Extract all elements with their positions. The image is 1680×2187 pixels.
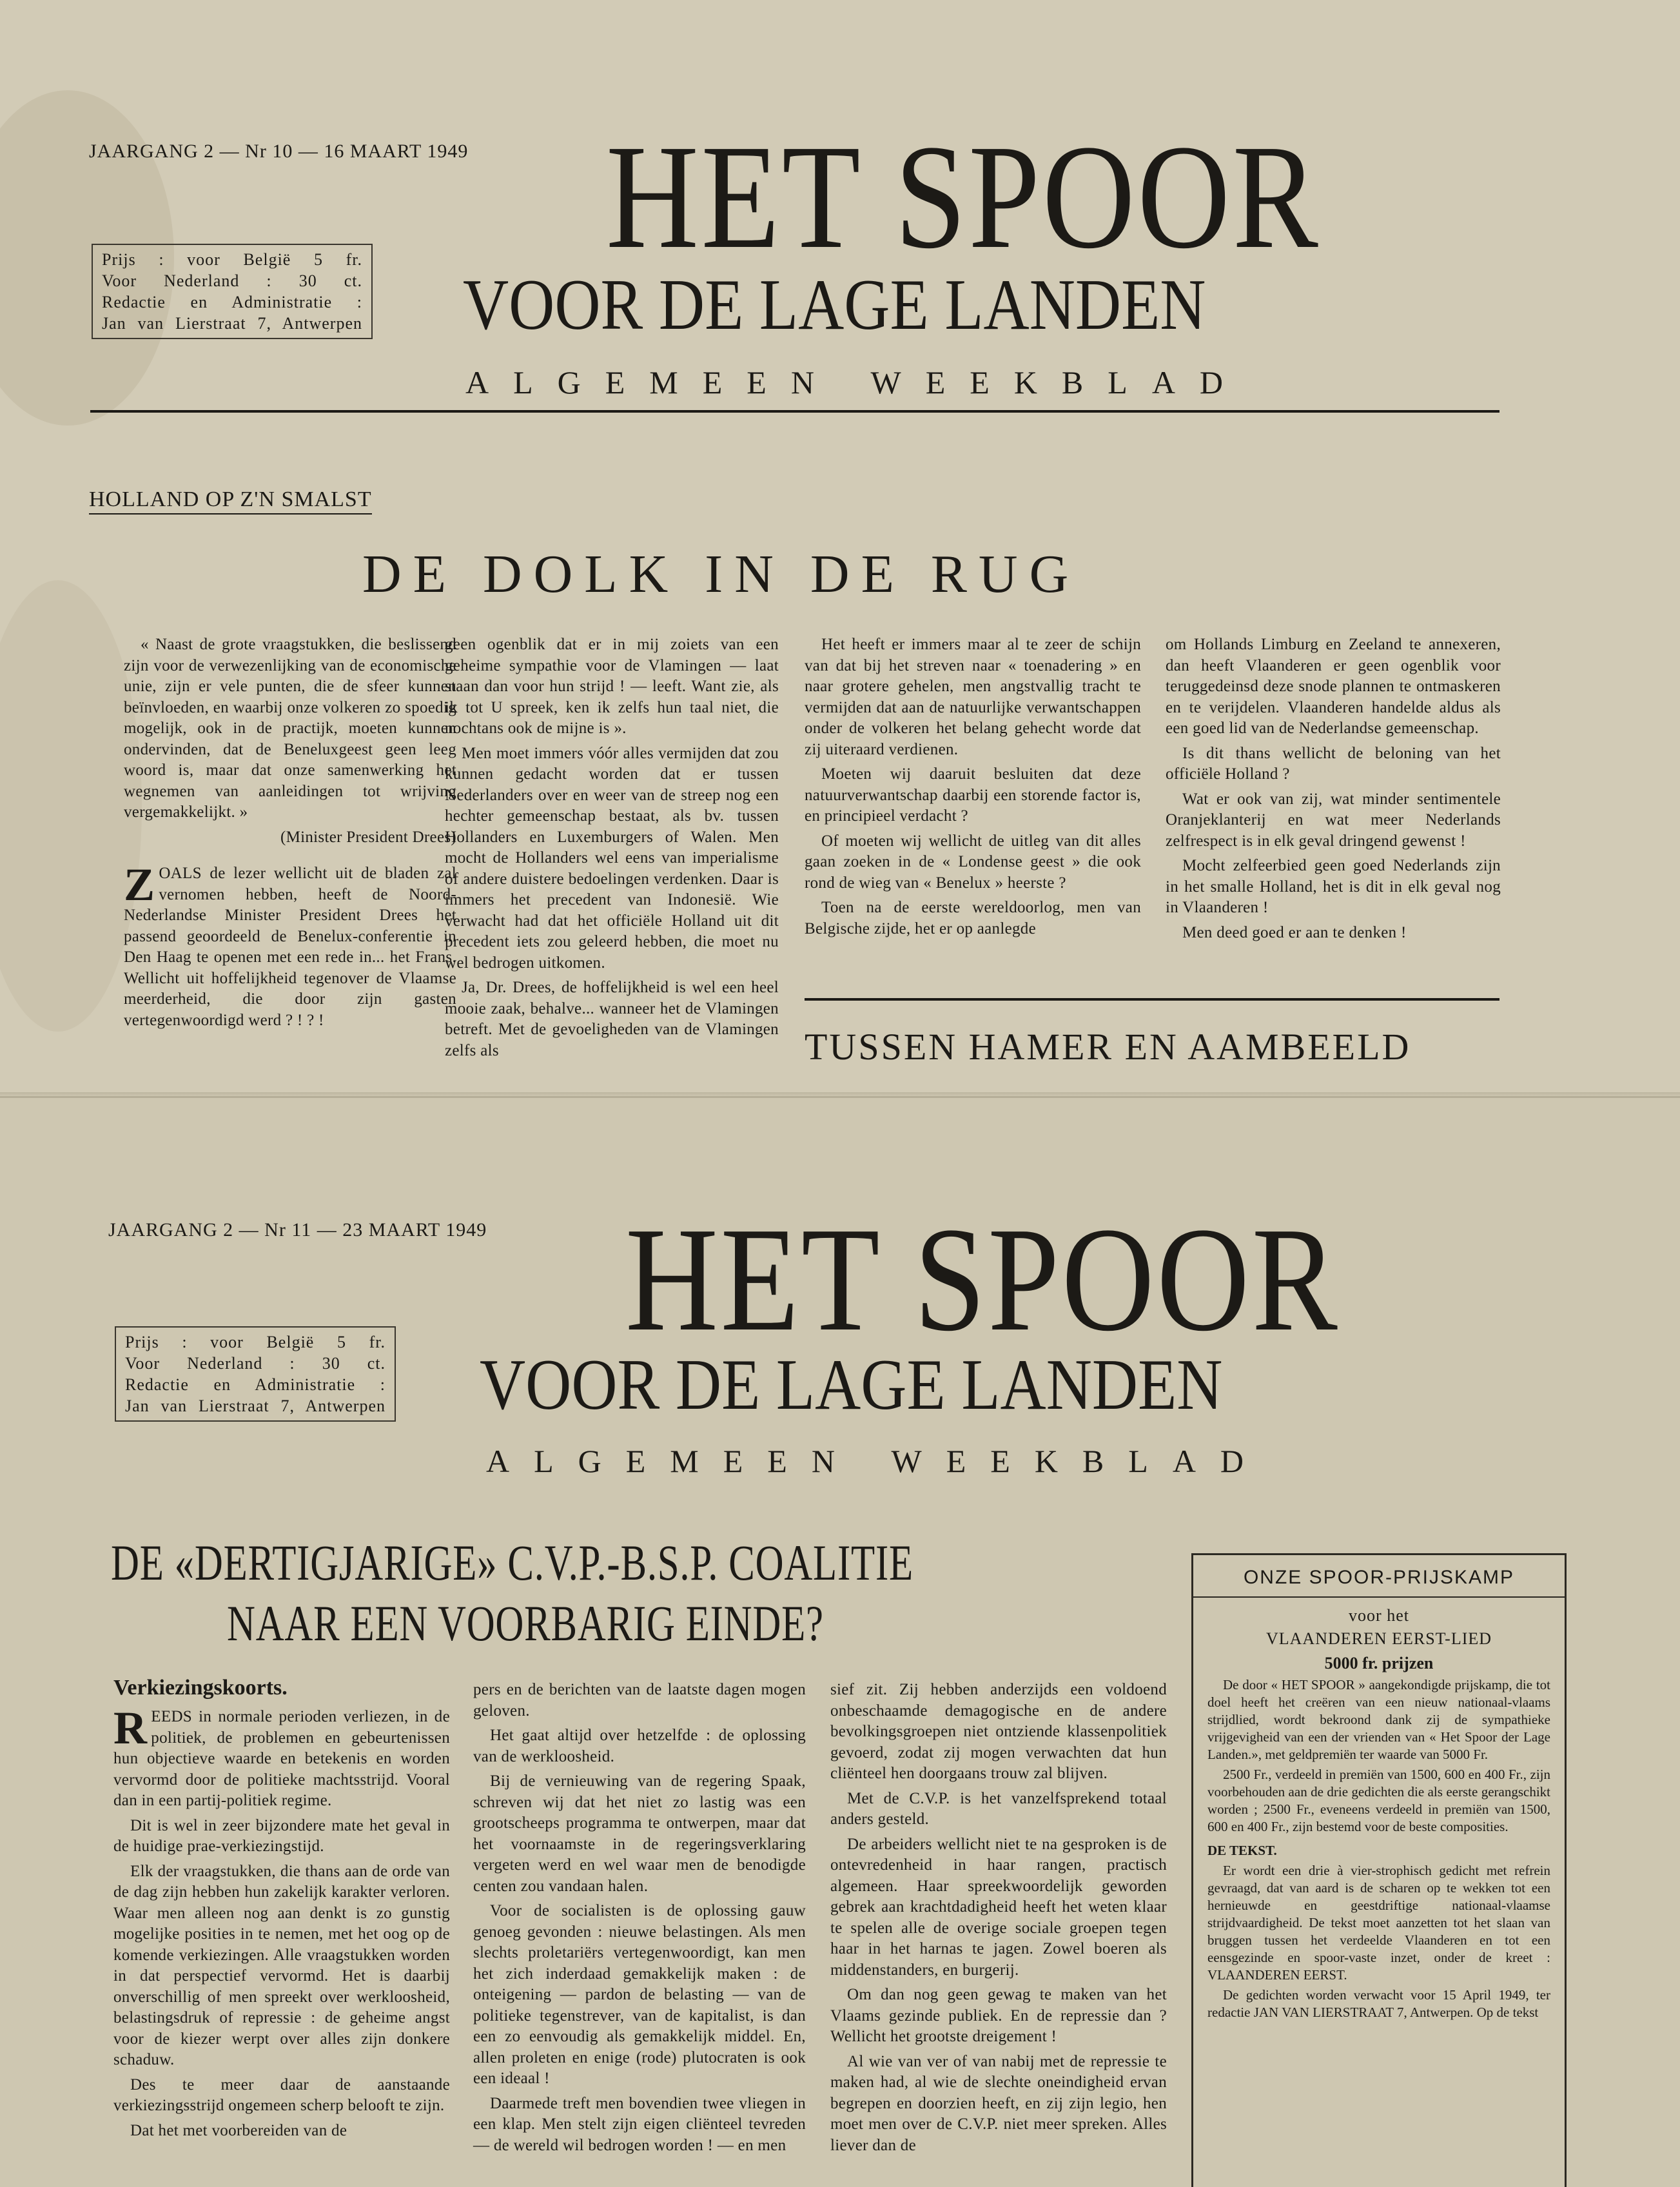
masthead-tagline: ALGEMEEN WEEKBLAD xyxy=(465,364,1248,400)
article-column-4 xyxy=(1166,634,1501,947)
paragraph: Bij de vernieuwing van de regering Spaak, schreven wij dat het niet zo lastig was een grootscheeps programma te ontwerpen, maar dat het voornaamste in de regeringsverklaring vergeten werd en wel waar men de benodigde centen zou vandaan halen. xyxy=(473,1772,806,1895)
article-headline-line-2: NAAR EEN VOORBARIG EINDE? xyxy=(227,1595,824,1651)
box-subheading: DE TEKST. xyxy=(1207,1843,1277,1858)
box-text xyxy=(1207,1676,1550,2021)
paragraph: Met de C.V.P. is het vanzelfsprekend totaal anders gesteld. xyxy=(830,1789,1167,1828)
article-column-1 xyxy=(113,1702,450,2145)
price-box xyxy=(115,1326,396,1422)
paragraph: Ja, Dr. Drees, de hoffelijkheid is wel een heel mooie zaak, behalve... wanneer het de Vlamingen betreft. Met de gevoeligheden van de Vlamingen zelfs als xyxy=(445,979,779,1059)
paragraph: Al wie van ver of van nabij met de repressie te maken had, al wie de slechte oneindigheid ervan begrepen en doorzien heeft, en zij zijn legio, hen moet men over de C.V.P. niet meer spreken. Alles liever dan de xyxy=(830,2052,1167,2154)
price-line: Jan van Lierstraat 7, Antwerpen xyxy=(102,314,362,333)
paragraph: Is dit thans wellicht de beloning van het officiële Holland ? xyxy=(1166,744,1501,783)
issue-line: JAARGANG 2 — Nr 10 — 16 MAART 1949 xyxy=(89,141,469,162)
paragraph: Het gaat altijd over hetzelfde : de oplossing van de werkloosheid. xyxy=(473,1727,806,1765)
paragraph: Elk der vraagstukken, die thans aan de orde van de dag zijn hebben hun zakelijk karakter verloren. Waar men alleen nog aan denkt is zo gunstig mogelijke posities in te nemen, met het oog op de komende verkiezingen. Alle vraagstukken worden in dat perspectief vervormd. Het is daarbij onverschillig of men spreekt over werkloosheid, belastingsdruk of repressie : de geheime angst voor de kiezer werpt over alles zijn donkere schaduw. xyxy=(113,1862,450,2068)
price-line: Redactie en Administratie : xyxy=(125,1375,386,1394)
paragraph: Mocht zelfeerbied geen goed Nederlands zijn in het smalle Holland, het is dit in elk geval nog in Vlaanderen ! xyxy=(1166,857,1501,916)
masthead-subtitle: VOOR DE LAGE LANDEN xyxy=(480,1345,1223,1425)
article-column-3 xyxy=(830,1680,1167,2160)
price-line: Jan van Lierstraat 7, Antwerpen xyxy=(125,1397,386,1415)
article-lead-text: EEDS in normale perioden verliezen, in de politiek, de problemen en gebeurtenissen hun objectieve waarde en betekenis en worden vervormd door de politieke machtsstrijd. Vooral dan in een partij-politiek regime. xyxy=(113,1708,450,1809)
newspaper-page-issue-11 xyxy=(0,1096,1680,2187)
paragraph: Daarmede treft men bovendien twee vliegen in een klap. Men stelt zijn eigen cliënteel tevreden — de wereld wil bedrogen worden ! — en men xyxy=(473,2094,806,2154)
article-column-1 xyxy=(124,634,456,1035)
paragraph: Dat het met voorbereiden van de xyxy=(130,2121,347,2139)
paragraph: Het heeft er immers maar al te zeer de schijn van dat bij het streven naar « toenadering » en naar grotere gehelen, men angstvallig tracht te vermijden dat aan de natuurlijke verwantschappen onder de volkeren het belang gehecht worde dat zij uiteraard verdienen. xyxy=(805,636,1141,758)
masthead-tagline: ALGEMEEN WEEKBLAD xyxy=(486,1443,1269,1479)
box-prize: 5000 fr. prijzen xyxy=(1324,1654,1434,1672)
paragraph: Wat er ook van zij, wat minder sentimentele Oranjeklanterij en wat meer Nederlands zelfrespect is in elk geval dringend gewenst ! xyxy=(1166,790,1501,850)
paragraph: om Hollands Limburg en Zeeland te annexeren, dan heeft Vlaanderen er geen ogenblik voor teruggedeinsd deze snode plannen te ontmaskeren en te verijdelen. Vlaanderen handelde aldus als een goed lid van de Nederlandse gemeenschap. xyxy=(1166,636,1501,737)
quote-attribution: (Minister President Drees) xyxy=(280,828,456,846)
price-box xyxy=(92,244,373,339)
masthead-title: HET SPOOR xyxy=(606,114,1321,280)
paragraph: Om dan nog geen gewag te maken van het Vlaams gezinde publiek. En de repressie dan ? Wellicht het grootste dreigement ! xyxy=(830,1986,1167,2045)
section-heading: Verkiezingskoorts. xyxy=(113,1676,288,1700)
paragraph: Des te meer daar de aanstaande verkiezingsstrijd ongemeen scherp belooft te zijn. xyxy=(113,2075,450,2114)
article-column-2 xyxy=(473,1680,806,2160)
paragraph: Toen na de eerste wereldoorlog, men van Belgische zijde, het er op aanlegde xyxy=(805,899,1141,937)
paragraph: geen ogenblik dat er in mij zoiets van een geheime sympathie voor de Vlamingen — laat staan dan voor hun strijd ! — leeft. Want zie, als ik tot U spreek, ken ik zelfs hun taal niet, die nochtans ook de mijne is ». xyxy=(445,636,779,737)
masthead-rule xyxy=(90,410,1499,413)
prize-contest-box xyxy=(1191,1553,1567,2187)
paragraph: Men moet immers vóór alles vermijden dat zou kunnen gedacht worden dat er tussen Nederlanders over en weer van de streep nog een hechter gemeenschap bestaat, als bv. tussen Hollanders en Luxemburgers of Walen. Men mocht de Hollanders wel eens van imperialisme of andere duistere bedoelingen verdenken. Daar is immers het precedent van Indonesië. Wie verwacht had dat het officiële Holland uit dit precedent iets zou geleerd hebben, die moet nu wel bedrogen uitkomen. xyxy=(445,744,779,972)
article-column-3 xyxy=(805,634,1141,943)
drop-cap: R xyxy=(113,1702,148,1754)
article-headline-line-1: DE «DERTIGJARIGE» C.V.P.-B.S.P. COALITIE xyxy=(111,1535,913,1591)
box-song-name: VLAANDEREN EERST-LIED xyxy=(1265,1629,1492,1648)
masthead-subtitle: VOOR DE LAGE LANDEN xyxy=(463,265,1206,345)
paragraph: pers en de berichten van de laatste dagen mogen geloven. xyxy=(473,1681,806,1720)
section-rule xyxy=(805,998,1499,1001)
paragraph: Men deed goed er aan te denken ! xyxy=(1182,923,1407,941)
quote: « Naast de grote vraagstukken, die beslissend zijn voor de verwezenlijking van de economische unie, zijn er vele punten, die de sfeer kunnen beïnvloeden, en waarbij onze volkeren zo spoedig mogelijk, ook in de practijk, moeten kunnen ondervinden, dat de Beneluxgeest geen leeg woord is, maar dat onze samenwerking het wegnemen van aanleidingen tot wrijving vergemakkelijkt. » xyxy=(124,636,456,821)
price-line: Redactie en Administratie : xyxy=(102,293,362,311)
paragraph: De gedichten worden verwacht voor 15 April 1949, ter redactie JAN VAN LIERSTRAAT 7, Antwerpen. Op de tekst xyxy=(1207,1987,1550,2020)
masthead-title: HET SPOOR xyxy=(625,1197,1340,1362)
paragraph: 2500 Fr., verdeeld in premiën van 1500, 600 en 400 Fr., zijn voorbehouden aan de drie gedichten die als eerste gerangschikt worden ; 2500 Fr., eveneens verdeeld in premiën van 1500, 600 en 400 Fr., zijn bestemd voor de beste composities. xyxy=(1207,1767,1550,1834)
price-line: Prijs : voor België 5 fr. xyxy=(125,1333,386,1351)
article-lead-text: OALS de lezer wellicht uit de bladen zal vernomen hebben, heeft de Noord-Nederlandse Minister President Drees het passend geoordeeld de Benelux-conferentie in Den Haag te openen met een rede in... het Frans. Wellicht uit hoffelijkheid tegenover de Vlaamse meerderheid, die door zijn gasten vertegenwoordigd werd ? ! ? ! xyxy=(124,865,456,1029)
issue-line: JAARGANG 2 — Nr 11 — 23 MAART 1949 xyxy=(108,1219,487,1241)
article-lead xyxy=(113,1702,450,1812)
paragraph: Er wordt een drie à vier-strophisch gedicht met refrein gevraagd, dat van aard is de scharen op te wekken tot een hernieuwde en geestdriftige nationaal-vlaamse strijdvaardigheid. De tekst moet aanzetten tot het slaan van bruggen tussen het verdeelde Vlaanderen en tot een eensgezinde en spoor-vaste inzet, onder de kreet : VLAANDEREN EERST. xyxy=(1207,1863,1550,1983)
paragraph: sief zit. Zij hebben anderzijds een voldoend onbeschaamde demagogische en de andere bevolkingsgroepen niet ontziende klassenpolitiek gevoerd, zodat zij mogen verwachten dat hun cliënteel hen doorgaans trouw zal blijven. xyxy=(830,1681,1167,1782)
paragraph: Dit is wel in zeer bijzondere mate het geval in de huidige prae-verkiezingstijd. xyxy=(113,1816,450,1855)
price-line: Prijs : voor België 5 fr. xyxy=(102,250,362,269)
price-line: Voor Nederland : 30 ct. xyxy=(102,271,362,290)
article-column-2 xyxy=(445,634,779,1065)
paragraph: Voor de socialisten is de oplossing gauw genoeg gevonden : nieuwe belastingen. Als men slechts proletariërs vertegenwoordigt, kan men het zich inderdaad gemakkelijk maken : de onteigening — pardon de belasting — van de politieke tegenstrever, van de kapitalist, is dan een zo eenvoudig als gemakkelijk middel. En, allen proleten en enige (rode) plutocraten is ook een ideaal ! xyxy=(473,1902,806,2087)
article-headline: DE DOLK IN DE RUG xyxy=(362,544,1080,604)
price-line: Voor Nederland : 30 ct. xyxy=(125,1354,386,1373)
article-kicker: HOLLAND OP Z'N SMALST xyxy=(89,487,372,515)
paragraph: Moeten wij daaruit besluiten dat deze natuurverwantschap daarbij een storende factor is, en principieel verdacht ? xyxy=(805,765,1141,825)
article-lead xyxy=(124,859,456,1031)
paper-stain xyxy=(0,580,142,1032)
paragraph: Of moeten wij wellicht de uitleg van dit alles gaan zoeken in de « Londense geest » die ook rond de wieg van « Benelux » heerste ? xyxy=(805,832,1141,892)
paragraph: De arbeiders wellicht niet te na gesproken is de ontevredenheid in haar rangen, practisch algemeen. Haar spreekwoordelijk geworden gebrek aan krachtdadigheid heeft het weten klaar te spelen alle de overige sociale groepen tegen haar in het harnas te jagen. Zowel boeren als middenstanders, en burgerij. xyxy=(830,1835,1167,1979)
second-headline: TUSSEN HAMER EN AAMBEELD xyxy=(805,1026,1411,1068)
paragraph: De door « HET SPOOR » aangekondigde prijskamp, die tot doel heeft het creëren van een nieuw nationaal-vlaams strijdlied, wordt bekroond dank zij de sympathieke vrijgevigheid van een der vrienden van « Het Spoor der Lage Landen.», met geldpremiën ter waarde van 5000 Fr. xyxy=(1207,1677,1550,1762)
box-title: ONZE SPOOR-PRIJSKAMP xyxy=(1193,1567,1565,1598)
drop-cap: Z xyxy=(124,859,155,910)
box-subtitle: voor het xyxy=(1349,1606,1409,1625)
